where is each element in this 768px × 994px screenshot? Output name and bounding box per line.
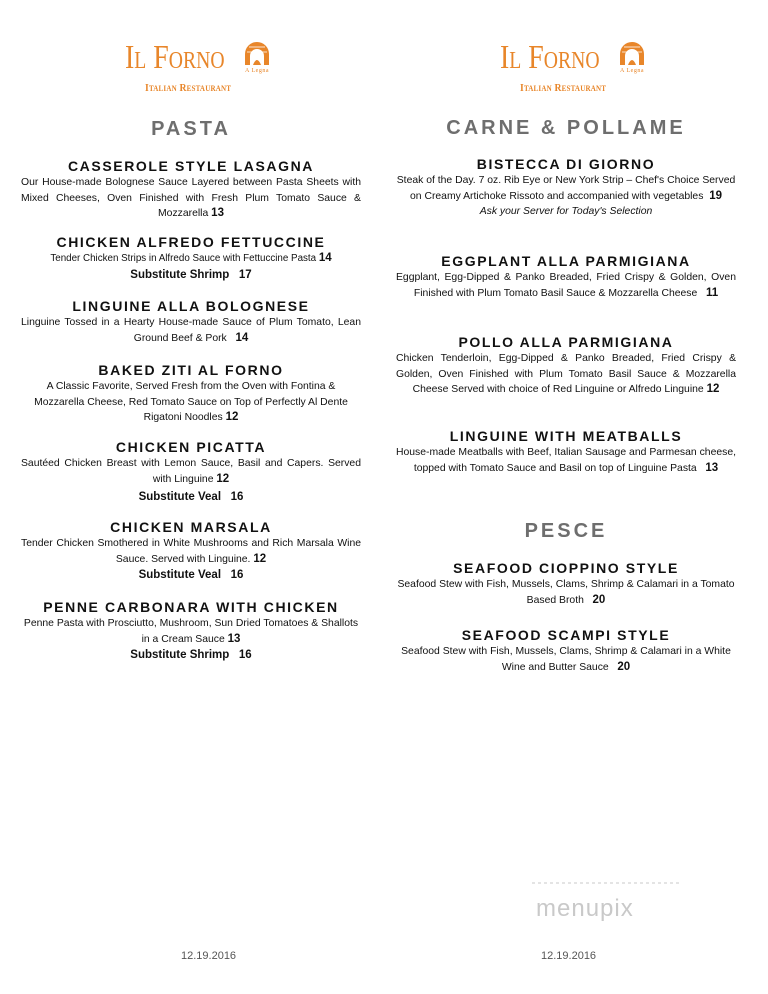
menu-item xyxy=(396,626,736,675)
item-price: 13 xyxy=(211,207,224,219)
item-substitute: Substitute Veal 16 xyxy=(138,569,244,581)
item-description: Tender Chicken Strips in Alfredo Sauce with Fettuccine Pasta 14 xyxy=(50,252,332,264)
watermark-decoration xyxy=(532,880,682,886)
menu-item xyxy=(21,297,361,346)
menu-item xyxy=(396,559,736,608)
item-description: Penne Pasta with Prosciutto, Mushroom, Sun Dried Tomatoes & Shallots in a Cream Sauce 13 xyxy=(23,618,359,645)
item-price: 20 xyxy=(617,660,631,673)
logo-name: Il Forno xyxy=(125,39,225,76)
item-name: POLLO ALLA PARMIGIANA xyxy=(458,334,674,350)
item-name: LINGUINE WITH MEATBALLS xyxy=(449,428,683,444)
logo-subtitle: Italian Restaurant xyxy=(145,82,232,94)
item-description: Seafood Stew with Fish, Mussels, Clams, Shrimp & Calamari in a White Wine and Butter Sauce 20 xyxy=(401,646,731,673)
item-description: Our House-made Bolognese Sauce Layered between Pasta Sheets with Mixed Cheeses, Oven Finished with Fresh Plum Tomato Sauce & Mozzarella 13 xyxy=(21,177,361,219)
item-price: 14 xyxy=(235,331,249,344)
menu-item xyxy=(21,361,361,426)
menu-item xyxy=(21,233,361,284)
item-name: BISTECCA DI GIORNO xyxy=(476,156,656,172)
oven-icon xyxy=(619,41,645,67)
section-title-carne: CARNE & POLLAME xyxy=(446,117,686,139)
menu-item xyxy=(21,518,361,584)
menu-item xyxy=(396,252,736,301)
item-substitute: Substitute Veal 16 xyxy=(138,491,244,503)
footer-date-right: 12.19.2016 xyxy=(541,950,597,962)
logo-name: Il Forno xyxy=(500,39,600,76)
item-name: SEAFOOD CIOPPINO STYLE xyxy=(453,560,679,576)
item-name: SEAFOOD SCAMPI STYLE xyxy=(461,627,671,643)
logo-subtitle: Italian Restaurant xyxy=(520,82,607,94)
item-price: 13 xyxy=(227,632,241,645)
section-title-pasta: PASTA xyxy=(151,118,231,140)
menu-item xyxy=(21,598,361,664)
item-description: Linguine Tossed in a Hearty House-made Sauce of Plum Tomato, Lean Ground Beef & Pork 14 xyxy=(21,317,361,344)
watermark-logo: menupix xyxy=(536,895,634,922)
item-substitute: Substitute Shrimp 17 xyxy=(130,268,252,281)
item-description: Chicken Tenderloin, Egg-Dipped & Panko Breaded, Fried Crispy & Golden, Oven Finished with Plum Tomato Basil Sauce & Mozzarella Cheese Served with choice of Red Linguine or Alfredo Linguine 12 xyxy=(396,353,736,395)
item-name: EGGPLANT ALLA PARMIGIANA xyxy=(441,253,691,269)
menu-item xyxy=(396,427,736,476)
menu-item xyxy=(21,438,361,506)
item-price: 20 xyxy=(592,593,606,606)
item-description: Steak of the Day. 7 oz. Rib Eye or New York Strip – Chef's Choice Served on Creamy Artichoke Rissoto and accompanied with vegetables 19 xyxy=(396,175,736,202)
logo xyxy=(396,38,736,98)
item-name: BAKED ZITI AL FORNO xyxy=(98,362,284,378)
logo-tagline: A Legna xyxy=(620,68,644,74)
item-substitute: Substitute Shrimp 16 xyxy=(130,649,252,661)
menu-item xyxy=(396,155,736,219)
item-name: LINGUINE ALLA BOLOGNESE xyxy=(72,298,310,314)
logo xyxy=(21,38,361,98)
item-price: 11 xyxy=(705,286,719,299)
item-price: 12 xyxy=(216,472,230,485)
item-name: CHICKEN ALFREDO FETTUCCINE xyxy=(56,234,326,250)
item-description: A Classic Favorite, Served Fresh from the Oven with Fontina & Mozzarella Cheese, Red Tomato Sauce on Top of Perfectly Al Dente Rigatoni Noodles 12 xyxy=(34,381,348,423)
item-name: CHICKEN PICATTA xyxy=(115,439,267,455)
item-name: PENNE CARBONARA WITH CHICKEN xyxy=(43,599,339,615)
oven-icon xyxy=(244,41,270,67)
item-note: Ask your Server for Today's Selection xyxy=(479,206,653,217)
menu-item xyxy=(396,333,736,398)
item-price: 12 xyxy=(706,383,720,395)
item-description: Seafood Stew with Fish, Mussels, Clams, Shrimp & Calamari in a Tomato Based Broth 20 xyxy=(397,579,735,606)
item-price: 12 xyxy=(253,552,267,565)
menu-item xyxy=(21,157,361,222)
item-description: Eggplant, Egg-Dipped & Panko Breaded, Fried Crispy & Golden, Oven Finished with Plum Tomato Basil Sauce & Mozzarella Cheese 11 xyxy=(396,272,736,299)
logo-tagline: A Legna xyxy=(245,68,269,74)
item-price: 13 xyxy=(705,461,719,474)
item-name: CHICKEN MARSALA xyxy=(110,519,272,535)
item-price: 12 xyxy=(225,411,239,423)
item-price: 19 xyxy=(709,189,722,202)
item-description: Sautéed Chicken Breast with Lemon Sauce, Basil and Capers. Served with Linguine 12 xyxy=(21,458,361,485)
item-description: House-made Meatballs with Beef, Italian Sausage and Parmesan cheese, topped with Tomato Sauce and Basil on top of Linguine Pasta 13 xyxy=(396,447,736,474)
section-title-pesce: PESCE xyxy=(524,520,608,542)
footer-date-left: 12.19.2016 xyxy=(181,950,237,962)
item-description: Tender Chicken Smothered in White Mushrooms and Rich Marsala Wine Sauce. Served with Linguine. 12 xyxy=(21,538,361,565)
item-name: CASSEROLE STYLE LASAGNA xyxy=(67,158,315,174)
item-price: 14 xyxy=(318,252,332,264)
